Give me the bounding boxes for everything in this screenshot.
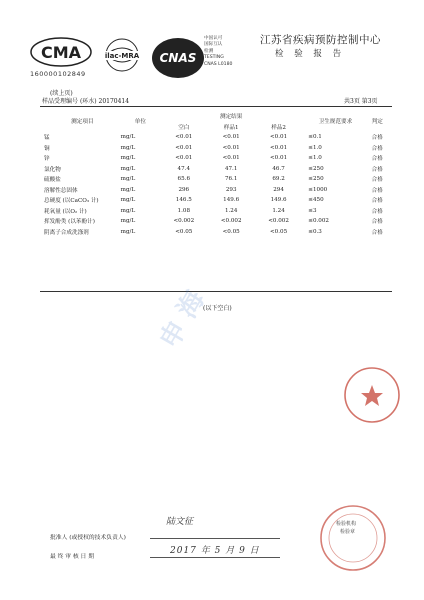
row-unit: mg/L <box>120 155 136 162</box>
date-label: 最 终 审 核 日 期 <box>50 554 94 560</box>
row-judge: 合格 <box>371 219 383 226</box>
header-sample2: 样品2 <box>271 124 286 131</box>
approval-date: 2017 年 5 月 9 日 <box>170 546 260 556</box>
table-row <box>40 195 392 206</box>
row-sample1-value: 47.1 <box>224 165 238 172</box>
row-item: 锌 <box>44 156 50 163</box>
row-sample2-value: 294 <box>273 186 284 193</box>
table-row <box>40 132 392 143</box>
row-judge: 合格 <box>371 198 383 205</box>
row-sample1-value: 149.6 <box>223 197 240 204</box>
row-judge: 合格 <box>371 187 383 194</box>
row-item: 溶解性总固体 <box>44 187 78 194</box>
row-item: 氯化物 <box>44 166 61 173</box>
row-blank-value: 47.4 <box>177 165 191 172</box>
row-blank-value: 296 <box>178 186 190 193</box>
row-sample1-value: <0.01 <box>222 155 240 162</box>
row-item: 耗氧量 (以O₂ 计) <box>44 208 87 215</box>
doc-type: 检 验 报 告 <box>275 49 346 59</box>
end-note: (以下空白) <box>203 305 232 312</box>
row-sample1-value: 76.1 <box>224 176 238 183</box>
row-judge: 合格 <box>371 166 383 173</box>
continued-note: (续上页) <box>50 90 73 97</box>
row-sample2-value: <0.01 <box>269 155 288 162</box>
row-unit: mg/L <box>120 207 136 214</box>
header-results: 测定结果 <box>219 113 243 120</box>
sample-id: (环水) 20170414 <box>79 98 130 105</box>
row-sample2-value: <0.05 <box>269 228 288 235</box>
row-unit: mg/L <box>120 144 136 151</box>
row-judge: 合格 <box>371 177 383 184</box>
cnas-line: 中国认可 <box>204 36 223 41</box>
sample-info <box>42 96 129 105</box>
row-unit: mg/L <box>120 186 136 193</box>
row-blank-value: 146.5 <box>175 197 192 204</box>
signature-line <box>150 538 280 539</box>
row-unit: mg/L <box>120 218 136 225</box>
row-limit: ≤250 <box>308 165 324 172</box>
row-limit: ≤1000 <box>308 186 328 193</box>
svg-text:ilac-MRA: ilac-MRA <box>104 52 140 60</box>
header-judge: 判定 <box>371 119 383 125</box>
cnas-logo <box>150 35 206 81</box>
row-unit: mg/L <box>120 176 136 183</box>
row-limit: ≤1.0 <box>308 155 322 162</box>
row-limit: ≤450 <box>308 197 324 204</box>
header-sample1: 样品1 <box>223 124 239 131</box>
row-blank-value: <0.05 <box>175 228 193 235</box>
row-blank-value: 1.08 <box>177 207 191 214</box>
table-row <box>40 227 392 238</box>
row-sample2-value: 1.24 <box>272 207 285 214</box>
signature: 陆文征 <box>166 517 194 527</box>
row-unit: mg/L <box>120 197 136 204</box>
row-judge: 合格 <box>371 135 383 142</box>
table-bottom-rule <box>40 291 392 292</box>
table-row <box>40 143 392 154</box>
approver-label: 批准人 (或授权的技术负责人) <box>50 535 126 541</box>
table-row <box>40 185 392 196</box>
row-item: 铜 <box>44 145 50 152</box>
results-table <box>40 110 392 237</box>
row-sample2-value: 149.6 <box>270 197 287 204</box>
sample-label: 样品受理编号 <box>42 98 79 105</box>
table-header-row <box>40 110 392 121</box>
row-unit: mg/L <box>120 228 136 235</box>
header-unit: 单位 <box>134 119 146 125</box>
row-sample2-value: <0.01 <box>269 144 288 151</box>
row-limit: ≤0.3 <box>308 228 322 235</box>
table-row <box>40 174 392 185</box>
row-unit: mg/L <box>120 134 136 141</box>
row-blank-value: 65.6 <box>177 176 191 183</box>
svg-text:CNAS: CNAS <box>159 51 197 65</box>
stamp-label-org: 检验机构 <box>336 521 357 527</box>
row-sample1-value: <0.01 <box>222 144 240 151</box>
row-item: 挥发酚类 (以苯酚计) <box>44 219 95 226</box>
row-sample1-value: <0.05 <box>222 228 240 235</box>
row-sample1-value: <0.01 <box>222 134 240 141</box>
row-sample1-value: <0.002 <box>220 218 242 225</box>
row-sample2-value: 69.2 <box>272 176 285 183</box>
header-item: 测定项目 <box>71 119 94 125</box>
svg-text:CMA: CMA <box>40 43 82 62</box>
row-item: 硫酸盐 <box>44 177 61 184</box>
inspection-stamp <box>318 503 388 573</box>
row-unit: mg/L <box>120 165 136 172</box>
cnas-line: 国际互认 <box>204 42 223 48</box>
row-judge: 合格 <box>371 156 383 163</box>
cnas-line: 检测 <box>204 48 214 54</box>
date-line <box>150 557 280 558</box>
org-name: 江苏省疾病预防控制中心 <box>260 34 381 46</box>
row-limit: ≤3 <box>308 207 317 214</box>
table-row <box>40 216 392 227</box>
row-limit: ≤0.1 <box>308 134 322 141</box>
stamp-label-seal: 检验章 <box>340 529 356 535</box>
cma-number: 160000102849 <box>30 70 86 78</box>
row-blank-value: <0.01 <box>175 134 193 141</box>
seal-stamp <box>342 365 402 425</box>
cnas-line: TESTING <box>204 55 224 61</box>
row-sample1-value: 293 <box>225 186 237 193</box>
table-row <box>40 153 392 164</box>
row-judge: 合格 <box>371 229 383 236</box>
row-judge: 合格 <box>371 208 383 215</box>
row-limit: ≤1.0 <box>308 144 322 151</box>
table-row <box>40 206 392 217</box>
table-row <box>40 164 392 175</box>
row-limit: ≤0.002 <box>308 218 329 225</box>
watermark: 申 海 <box>154 285 211 354</box>
header-blank: 空白 <box>178 124 190 131</box>
row-blank-value: <0.002 <box>173 218 195 225</box>
cnas-caption <box>204 36 232 68</box>
row-limit: ≤250 <box>308 176 324 183</box>
page-number: 共3页 第3页 <box>344 98 378 105</box>
row-blank-value: <0.01 <box>175 155 193 162</box>
header-limit: 卫生规范要求 <box>318 119 353 125</box>
cnas-line: CNAS L0180 <box>204 61 233 67</box>
table-top-rule <box>40 106 392 107</box>
row-judge: 合格 <box>371 145 383 152</box>
row-item: 阴离子合成洗涤剂 <box>44 229 89 236</box>
ilac-mra-logo <box>98 37 146 77</box>
row-sample1-value: 1.24 <box>224 207 238 214</box>
row-sample2-value: 46.7 <box>272 165 285 172</box>
row-item: 总硬度 (以CaCO₃ 计) <box>44 198 99 205</box>
row-blank-value: <0.01 <box>175 144 193 151</box>
row-sample2-value: <0.002 <box>268 218 289 225</box>
row-sample2-value: <0.01 <box>269 134 288 141</box>
row-item: 锰 <box>44 135 50 142</box>
